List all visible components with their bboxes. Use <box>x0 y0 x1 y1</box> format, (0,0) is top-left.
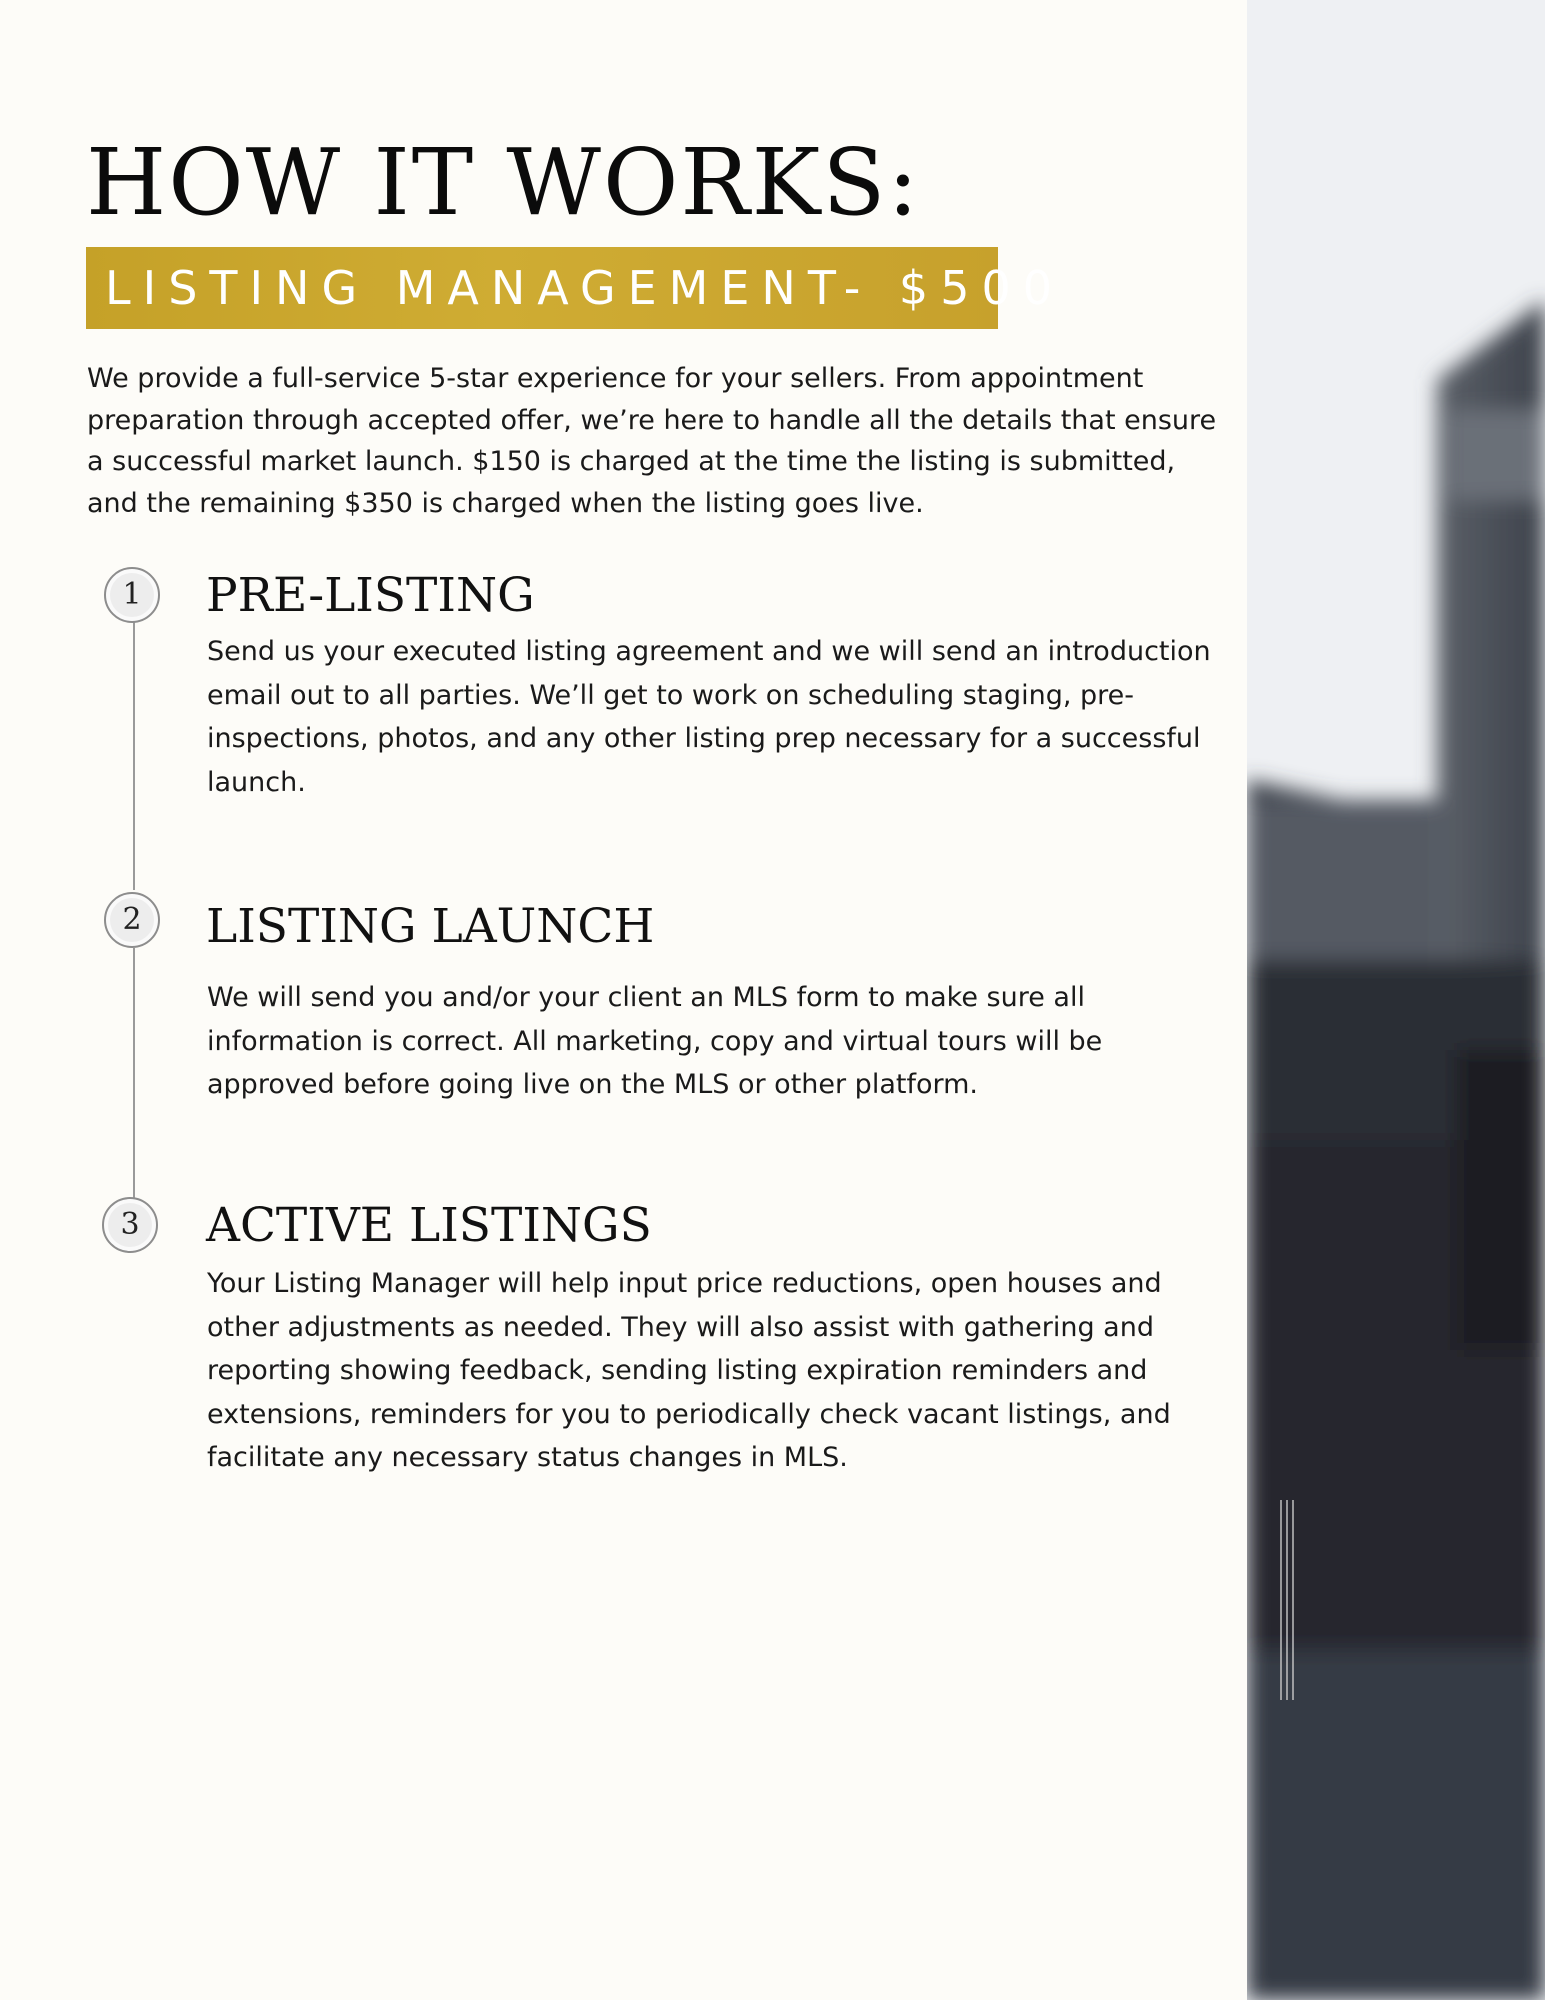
step-number-badge: 1 <box>104 567 160 623</box>
pricing-banner: LISTING MANAGEMENT- $500 <box>86 247 998 329</box>
step-number-badge: 2 <box>104 892 160 948</box>
step-description: Send us your executed listing agreement and we will send an introduction email out to all parties. We’ll get to work on scheduling staging, pre-inspections, photos, and any other listing prep necessary for a successful launch. <box>207 636 1211 798</box>
building-photo <box>1247 0 1545 2000</box>
timeline-connector <box>133 622 135 890</box>
step-title-listing-launch: LISTING LAUNCH <box>206 899 655 954</box>
timeline-connector <box>133 948 135 1198</box>
step-title-pre-listing: PRE-LISTING <box>206 568 535 623</box>
page-title: HOW IT WORKS: <box>86 129 921 236</box>
step-number-badge: 3 <box>102 1197 158 1253</box>
building-silhouette-image <box>1247 0 1545 2000</box>
step-title-active-listings: ACTIVE LISTINGS <box>206 1198 652 1253</box>
step-description: We will send you and/or your client an MLS form to make sure all information is correct. All marketing, copy and virtual tours will be approved before going live on the MLS or other platform. <box>207 982 1103 1100</box>
intro-paragraph: We provide a full-service 5-star experience for your sellers. From appointment preparation through accepted offer, we’re here to handle all the details that ensure a successful market launch. $150 is charged at the time the listing is submitted, and the remaining $350 is charged when the listing goes live. <box>87 363 1217 519</box>
step-description: Your Listing Manager will help input price reductions, open houses and other adjustments as needed. They will also assist with gathering and reporting showing feedback, sending listing expiration reminders and extensions, reminders for you to periodically check vacant listings, and facilitate any necessary status changes in MLS. <box>207 1268 1171 1473</box>
